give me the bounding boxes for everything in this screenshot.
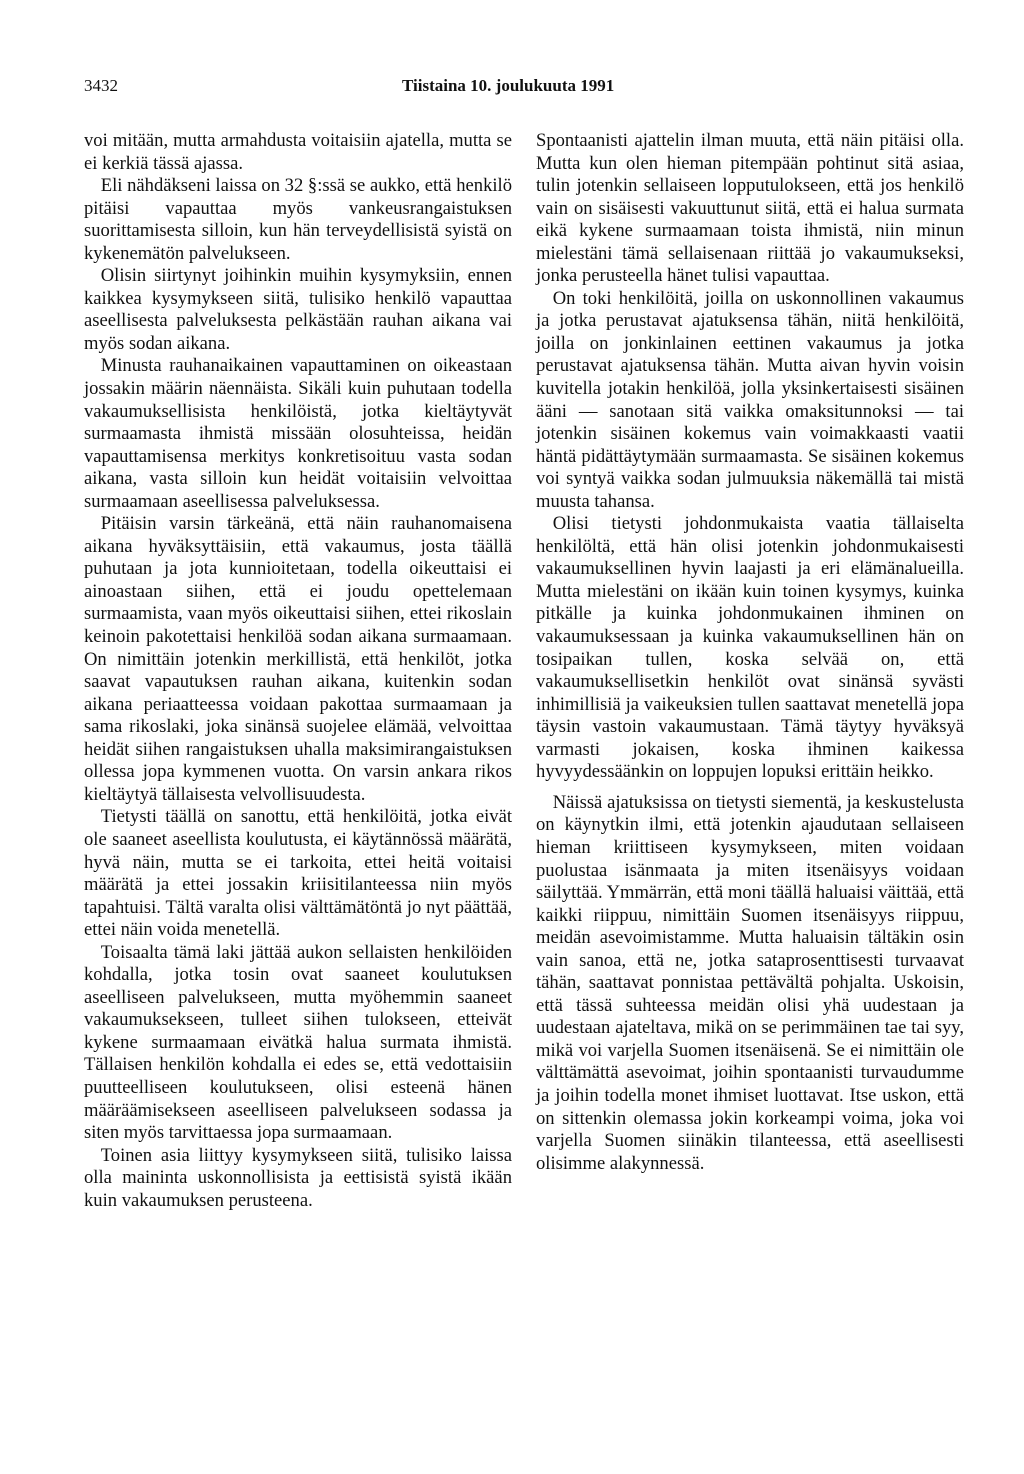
left-column bbox=[84, 130, 512, 1212]
paragraph: Olisin siirtynyt joihinkin muihin kysymyksiin, ennen kaikkea kysymykseen siitä, tulisiko henkilö vapauttaa aseellisesta palveluksesta pelkästään rauhan aikana vai myös sodan aikana. bbox=[84, 265, 512, 354]
paragraph: Toinen asia liittyy kysymykseen siitä, tulisiko laissa olla maininta uskonnollisista ja eettisistä syistä ikään kuin vakaumuksen perusteena. bbox=[84, 1144, 512, 1211]
paragraph: Toisaalta tämä laki jättää aukon sellaisten henkilöiden kohdalla, jotka tosin ovat saaneet koulutuksen aseelliseen palvelukseen, mutta myöhemmin saaneet vakaumuksekseen, tulleet siihen tulokseen, etteivät kykene surmaamaan eivätkä halua surmata ihmistä. Tällaisen henkilön kohdalla ei edes se, että vedottaisiin puutteelliseen koulutukseen, olisi esteenä hänen määräämisekseen aseelliseen palvelukseen sodassa ja siten myös tarvittaessa jopa surmaamaan. bbox=[84, 941, 512, 1144]
paragraph: Eli nähdäkseni laissa on 32 §:ssä se aukko, että henkilö pitäisi vapauttaa myös vankeusrangaistuksen suorittamisesta silloin, kun hän terveydellisistä syistä on kykenemätön palvelukseen. bbox=[84, 175, 512, 264]
paragraph: On toki henkilöitä, joilla on uskonnollinen vakaumus ja jotka perustavat ajatuksensa tähän, niitä henkilöitä, joilla on jonkinlainen eettinen vakaumus ja jotka perustavat ajatuksensa tähän. Mutta aivan hyvin voisin kuvitella jotakin henkilöä, jolla yksinkertaisesti sisäinen ääni — sanotaan sitä vaikka omaksitunnoksi — tai jotenkin sisäinen kokemus vain voimakkaasti vaatii häntä pidättäytymään surmaamasta. Se sisäinen kokemus voi syntyä vaikka sodan julmuuksia näkemällä tai mistä muusta tahansa. bbox=[536, 287, 964, 512]
paragraph: Olisi tietysti johdonmukaista vaatia tällaiselta henkilöltä, että hän olisi jotenkin johdonmukaisesti vakaumuksellinen hyvin laajasti ja eri elämänalueilla. Mutta mielestäni on ikään kuin toinen kysymys, kuinka pitkälle ja kuinka johdonmukainen ihminen on vakaumuksessaan ja kuinka vakaumuksellinen hän on tosipaikan tullen, koska selvää on, että vakaumuksellisetkin henkilöt ovat sinänsä syvästi inhimillisiä ja vaikeuksien tullen saattavat menetellä jopa täysin vastoin vakaumustaan. Tämä täytyy hyväksyä varmasti jokaisen, koska ihminen kaikessa hyvyydessäänkin on loppujen lopuksi erittäin heikko. bbox=[536, 513, 964, 783]
paragraph: Spontaanisti ajattelin ilman muuta, että näin pitäisi olla. Mutta kun olen hieman pitempään pohtinut sitä asiaa, tulin jotenkin sellaiseen lopputulokseen, että jos henkilö vain on sisäisesti vakuuttunut siitä, että ei halua surmata eikä kykene surmaamaan toista ihmistä, niin minun mielestäni tämä sellaisenaan riittää jo vakaumukseksi, jonka perusteella hänet tulisi vapauttaa. bbox=[536, 130, 964, 287]
paragraph: voi mitään, mutta armahdusta voitaisiin ajatella, mutta se ei kerkiä tässä ajassa. bbox=[84, 130, 512, 174]
right-column bbox=[536, 130, 964, 1175]
paragraph: Minusta rauhanaikainen vapauttaminen on oikeastaan jossakin määrin näennäista. Sikäli kuin puhutaan todella vakaumuksellisista henkilöistä, jotka kieltäytyvät surmaamasta ihmistä missään olosuhteissa, heidän vapauttamisensa merkitys konkretisoituu vasta sodan aikana, vasta silloin kun heidät voitaisiin velvoittaa surmaamaan aseellisessa palveluksessa. bbox=[84, 355, 512, 512]
session-date: Tiistaina 10. joulukuuta 1991 bbox=[402, 76, 615, 95]
paragraph: Tietysti täällä on sanottu, että henkilöitä, jotka eivät ole saaneet aseellista koulutusta, ei käytännössä määrätä, hyvä näin, mutta se ei tarkoita, ettei heitä voitaisi määrätä ja ettei jossakin kriisitilanteessa niin myös tapahtuisi. Tältä varalta olisi välttämätöntä jo nyt päättää, ettei näin voida menetellä. bbox=[84, 806, 512, 941]
page-header bbox=[84, 76, 954, 100]
paragraph: Näissä ajatuksissa on tietysti siementä, ja keskustelusta on käynytkin ilmi, että jotenkin ajaudutaan sellaiseen hieman kriittiseen kysymykseen, miten voidaan puolustaa isänmaata ja miten itsenäisyys voidaan säilyttää. Ymmärrän, että moni täällä haluaisi väittää, että kaikki riippuu, nimittäin Suomen itsenäisyys riippuu, meidän asevoimistamme. Mutta haluaisin tältäkin osin vain sanoa, että ne, jotka sataprosenttisesti turvaavat tähän, saattavat ponnistaa pettävältä pohjalta. Uskoisin, että tässä suhteessa meidän olisi yhä uudestaan ja uudestaan ajateltava, mikä on se perimmäinen tae tai syy, mikä voi varjella Suomen itsenäisenä. Se ei nimittäin ole välttämättä asevoimat, joihin spontaanisti turvaudumme ja joihin todella monet ihmiset luottavat. Itse uskon, että on sittenkin olemassa jokin korkeampi voima, joka voi varjella Suomen siinäkin tilanteessa, että aseellisesti olisimme alakynnessä. bbox=[536, 791, 964, 1174]
page-number: 3432 bbox=[84, 76, 118, 95]
paragraph: Pitäisin varsin tärkeänä, että näin rauhanomaisena aikana hyväksyttäisiin, että vakaumus, josta täällä puhutaan ja jota kunnioitetaan, todella oikeuttaisi ei ainoastaan siihen, että ei joudu opettelemaan surmaamista, vaan myös oikeuttaisi siihen, ettei rikoslain keinoin pakotettaisi henkilöä sodan aikana surmaamaan. On nimittäin jotenkin merkillistä, että henkilöt, jotka saavat vapautuksen rauhan aikana, kuitenkin sodan aikana periaatteessa voidaan pakottaa surmaamaan ja sama rikoslaki, joka sinänsä suojelee elämää, velvoittaa heidät siihen rangaistuksen uhalla maksimirangaistuksen ollessa jopa kymmenen vuotta. On varsin ankara rikos kieltäytyä tällaisesta velvollisuudesta. bbox=[84, 513, 512, 805]
